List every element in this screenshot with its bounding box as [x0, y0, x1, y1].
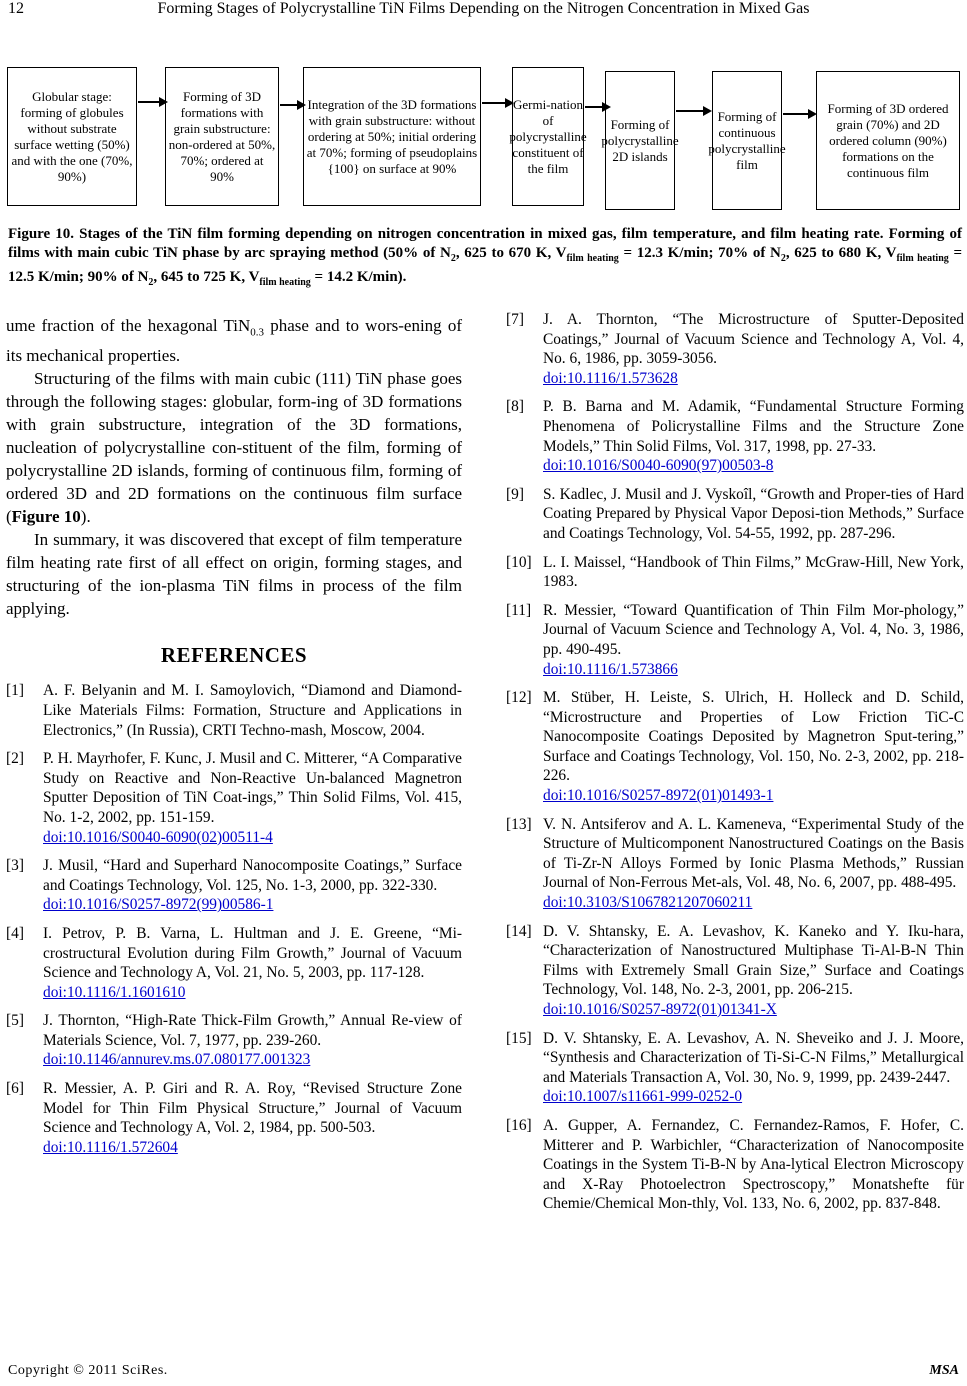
references-list-right [506, 310, 964, 1214]
arrow-2 [280, 104, 298, 106]
stage-box-2d-islands: Forming of polycrystalline 2D islands [605, 71, 675, 210]
reference-number: [3] [6, 857, 24, 875]
reference-number: [11] [506, 601, 532, 619]
arrow-3 [482, 102, 506, 104]
reference-text: J. Musil, “Hard and Superhard Nanocomposite Coatings,” Surface and Coatings Technology, Vol. 125, No. 1-3, 2000, pp. 322-330. [43, 857, 462, 894]
reference-doi-link[interactable]: doi:10.1007/s11661-999-0252-0 [543, 1088, 743, 1106]
reference-item [6, 924, 462, 1002]
reference-doi-link[interactable]: doi:10.1116/1.573866 [543, 660, 678, 678]
reference-item [506, 688, 964, 806]
reference-text: J. Thornton, “High-Rate Thick-Film Growth,” Annual Re-view of Materials Science, Vol. 7, 1977, pp. 239-260. [43, 1012, 462, 1049]
reference-number: [15] [506, 1029, 532, 1047]
reference-doi-link[interactable]: doi:10.1016/S0257-8972(01)01341-X [543, 1001, 777, 1018]
body-paragraph-3: In summary, it was discovered that except of film temperature film heating rate first of all effect on origin, forming stages, and structuring of the ion-plasma TiN films in process of the film applying. [6, 530, 462, 619]
arrow-5 [676, 110, 704, 112]
reference-doi-link[interactable]: doi:10.1116/1.573628 [543, 369, 678, 387]
reference-item [506, 553, 964, 592]
reference-number: [12] [506, 689, 532, 707]
stage-box-germination: Germi-nation of polycrystalline constituent of the film [512, 67, 584, 206]
reference-number: [2] [6, 750, 24, 768]
figure-caption: Figure 10. Stages of the TiN film forming depending on nitrogen concentration in mixed gas, film temperature, and film heating rate. Forming of films with main cubic TiN phase by arc spraying method (50% of $N_2$, 625 to 670 K, $V_{film heating} = 12.3$ K/min; 70% of $N_2$, 625 to 680 K, $V_{film heating} = 12.5$ K/min; 90% of $N_2$, 645 to 725 K, $V_{film heating} = 14.2$ K/min). [8, 226, 963, 288]
reference-item [6, 856, 462, 915]
reference-item [6, 681, 462, 740]
reference-number: [6] [6, 1080, 24, 1098]
reference-text: J. A. Thornton, “The Microstructure of Sputter-Deposited Coatings,” Journal of Vacuum Science and Technology A, Vol. 4, No. 6, 1986, pp. 3059-3056. [543, 311, 964, 368]
reference-item [506, 1116, 964, 1214]
stage-box-globular: Globular stage: forming of globules without substrate surface wetting (50%) and with the one (70%, 90%) [7, 67, 137, 206]
reference-number: [8] [506, 398, 524, 416]
reference-doi-link[interactable]: doi:10.1116/1.1601610 [43, 983, 186, 1001]
reference-text: R. Messier, “Toward Quantification of Thin Film Mor-phology,” Journal of Vacuum Science and Technology A, Vol. 4, No. 3, 1986, pp. 490-495. [543, 601, 964, 658]
reference-text: M. Stüber, H. Leiste, S. Ulrich, H. Holleck and D. Schild, “Microstructure and Properties of Low Friction TiC-C Nanocomposite Coatings Deposited by Magnetron Sput-tering,” Surface and Coatings Technology, Vol. 150, No. 2-3, 2002, pp. 218-226. [543, 689, 964, 785]
reference-item [506, 1029, 964, 1107]
running-title: Forming Stages of Polycrystalline TiN Films Depending on the Nitrogen Concentration in Mixed Gas [157, 0, 810, 17]
reference-item [506, 815, 964, 913]
reference-text: P. H. Mayrhofer, F. Kunc, J. Musil and C. Mitterer, “A Comparative Study on Reactive and Non-Reactive Un-balanced Magnetron Sputter Deposition of TiN Coat-ings,” Thin Solid Films, Vol. 415, No. 1-2, 2002, pp. 151-159. [43, 750, 462, 826]
stage-box-integration: Integration of the 3D formations with grain substructure: without ordering at 50%; initial ordering at 70%; forming of pseudoplains {100} on surface at 90% [303, 67, 481, 206]
arrow-6 [783, 113, 809, 115]
reference-doi-link[interactable]: doi:10.1116/1.572604 [43, 1138, 178, 1156]
left-column [6, 314, 462, 1166]
page-number: 12 [8, 0, 24, 17]
arrow-1 [138, 101, 160, 103]
references-list-left [6, 681, 462, 1157]
reference-doi-link[interactable]: doi:10.1016/S0257-8972(99)00586-1 [43, 896, 274, 914]
reference-text: S. Kadlec, J. Musil and J. Vyskoîl, “Growth and Proper-ties of Hard Coating Prepared by Physical Vapor Deposi-tion Methods,” Surface and Coatings Technology, Vol. 54-55, 1992, pp. 287-296. [543, 485, 964, 542]
reference-text: A. Gupper, A. Fernandez, C. Fernandez-Ramos, F. Hofer, C. Mitterer and P. Warbichler, “Characterization of Nanocomposite Coatings in the System Ti-B-N by Ana-lytical Electron Microscopy and X-Ray Photoelectron Spectroscopy,” Monatshefte für Chemie/Chemical Mon-thly, Vol. 133, No. 6, 2002, pp. 837-848. [543, 1116, 964, 1213]
reference-doi-link[interactable]: doi:10.3103/S1067821207060211 [543, 894, 753, 912]
right-column [506, 310, 964, 1223]
reference-number: [14] [506, 922, 532, 940]
reference-number: [4] [6, 924, 24, 942]
reference-item [506, 310, 964, 388]
reference-number: [16] [506, 1116, 532, 1134]
body-paragraph-2: Structuring of the films with main cubic (111) TiN phase goes through the following stages: globular, form-ing of 3D formations with grain substructure, integration of the 3D formations, nucleation of polycrystalline con-stituent of the film, forming of polycrystalline 2D islands, forming of continuous film, forming of ordered 3D and 2D formations on the continuous film surface (Figure 10). [6, 369, 462, 527]
reference-item [6, 1011, 462, 1070]
reference-text: R. Messier, A. P. Giri and R. A. Roy, “Revised Structure Zone Model for Thin Film Physical Structure,” Journal of Vacuum Science and Technology A, Vol. 2, 1984, pp. 500-503. [43, 1080, 462, 1137]
references-heading: REFERENCES [160, 643, 308, 668]
arrow-4 [585, 106, 603, 108]
reference-item [6, 749, 462, 847]
reference-number: [13] [506, 815, 532, 833]
reference-number: [10] [506, 553, 532, 571]
journal-abbrev: MSA [929, 1363, 959, 1378]
stage-box-continuous-film: Forming of continuous polycrystalline film [712, 71, 782, 210]
reference-text: P. B. Barna and M. Adamik, “Fundamental Structure Forming Phenomena of Policrystalline Films and the Structure Zone Models,” Thin Solid Films, Vol. 317, 1998, pp. 27-33. [543, 398, 964, 455]
reference-text: D. V. Shtansky, E. A. Levashov, A. N. Sheveiko and J. J. Moore, “Synthesis and Characterization of Ti-Si-C-N Films,” Metallurgical and Materials Transaction A, Vol. 30, No. 9, 1999, pp. 2439-2447. [543, 1029, 964, 1086]
copyright-footer: Copyright © 2011 SciRes. [8, 1363, 168, 1378]
reference-doi-link[interactable]: doi:10.1146/annurev.ms.07.080177.001323 [43, 1051, 311, 1069]
reference-number: [9] [506, 485, 524, 503]
reference-text: I. Petrov, P. B. Varna, L. Hultman and J. E. Greene, “Mi-crostructural Evolution during Film Growth,” Journal of Vacuum Science and Technology A, Vol. 21, No. 5, 2003, pp. 117-128. [43, 924, 462, 982]
reference-text: L. I. Maissel, “Handbook of Thin Films,” McGraw-Hill, New York, 1983. [543, 553, 964, 591]
reference-number: [7] [506, 311, 524, 328]
reference-item [6, 1079, 462, 1157]
reference-text: A. F. Belyanin and M. I. Samoylovich, “Diamond and Diamond-Like Materials Films: Formation, Structure and Applications in Electronics,” (In Russia), CRTI Techno-mash, Moscow, 2004. [43, 682, 462, 739]
reference-doi-link[interactable]: doi:10.1016/S0040-6090(97)00503-8 [543, 457, 774, 475]
reference-item [506, 601, 964, 679]
reference-text: D. V. Shtansky, E. A. Levashov, K. Kaneko and Y. Iku-hara, “Characterization of Nanostructured Multiphase Ti-Al-B-N Thin Films with Extremely Small Grain Size,” Surface and Coatings Technology, Vol. 148, No. 2-3, 2001, pp. 206-215. [543, 922, 964, 999]
reference-item [506, 485, 964, 544]
reference-item [506, 922, 964, 1020]
reference-number: [5] [6, 1012, 24, 1030]
stage-box-3d-formations: Forming of 3D formations with grain substructure: non-ordered at 50%, 70%; ordered at 90% [165, 67, 279, 206]
reference-item [506, 397, 964, 475]
body-paragraph-1: ume fraction of the hexagonal TiN$_{0.3}$ phase and to wors-ening of its mechanical properties. [6, 316, 462, 366]
reference-text: V. N. Antsiferov and A. L. Kameneva, “Experimental Study of the Structure of Multicomponent Nanostructured Coatings on the Basis of Ti-Zr-N Alloys Formed by Ionic Plasma Methods,” Russian Journal of Non-Ferrous Met-als, Vol. 48, No. 6, 2007, pp. 488-495. [543, 815, 964, 892]
reference-doi-link[interactable]: doi:10.1016/S0257-8972(01)01493-1 [543, 787, 774, 805]
reference-number: [1] [6, 682, 24, 700]
reference-doi-link[interactable]: doi:10.1016/S0040-6090(02)00511-4 [43, 828, 273, 846]
stage-box-ordered-formations: Forming of 3D ordered grain (70%) and 2D ordered column (90%) formations on the continuous film [816, 71, 960, 210]
